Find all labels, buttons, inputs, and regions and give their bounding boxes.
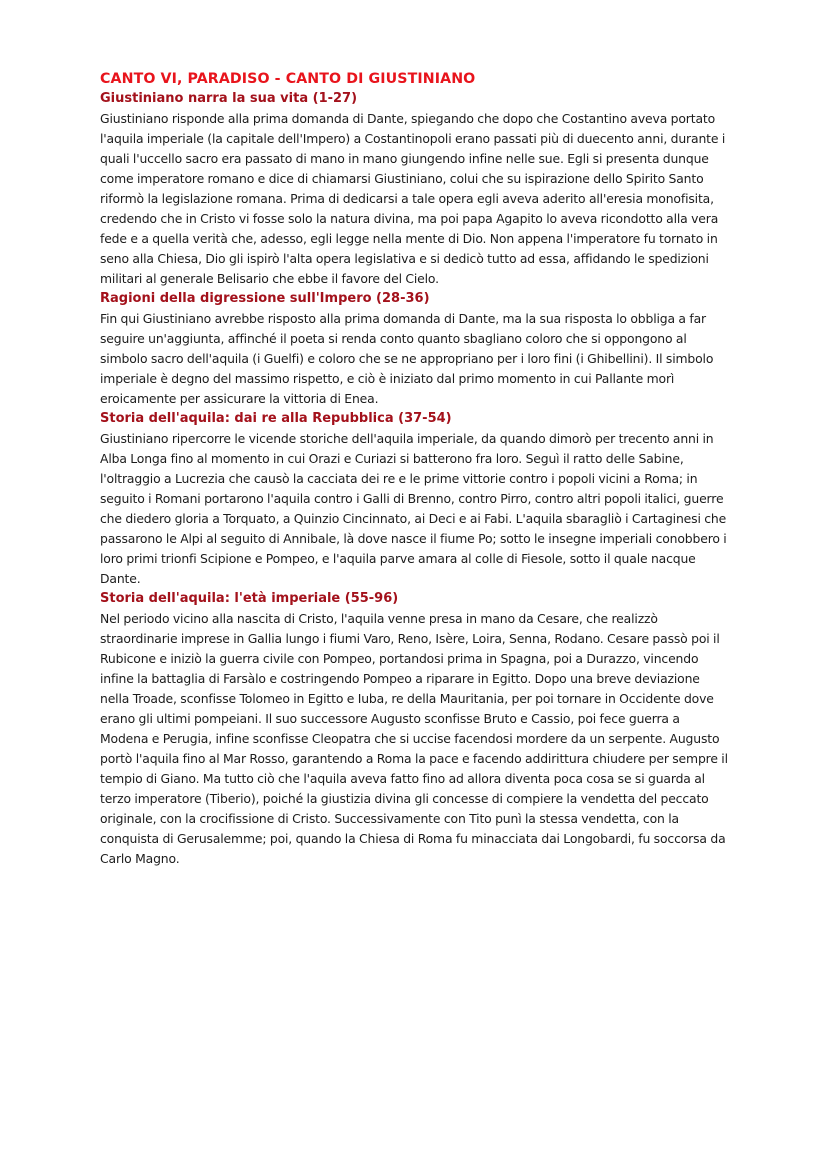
section-body: Giustiniano risponde alla prima domanda di Dante, spiegando che dopo che Costantino aveva portato l'aquila imperiale (la capitale dell'Impero) a Costantinopoli erano passati più di duecento anni, durante i quali l'uccello sacro era passato di mano in mano giungendo infine nelle sue. Egli si presenta dunque come imperatore romano e dice di chiamarsi Giustiniano, colui che su ispirazione dello Spirito Santo riformò la legislazione romana. Prima di dedicarsi a tale opera egli aveva aderito all'eresia monofisita, credendo che in Cristo vi fosse solo la natura divina, ma poi papa Agapito lo aveva ricondotto alla vera fede e a quella verità che, adesso, egli legge nella mente di Dio. Non appena l'imperatore fu tornato in seno alla Chiesa, Dio gli ispirò l'alta opera legislativa e si dedicò tutto ad essa, affidando le spedizioni militari al generale Belisario che ebbe il favore del Cielo. [100,111,726,286]
section-body: Fin qui Giustiniano avrebbe risposto alla prima domanda di Dante, ma la sua risposta lo obbliga a far seguire un'aggiunta, affinché il poeta si renda conto quanto sbagliano coloro che si oppongono al simbolo sacro dell'aquila (i Guelfi) e coloro che se ne appropriano per i loro fini (i Ghibellini). Il simbolo imperiale è degno del massimo rispetto, e ciò è iniziato dal primo momento in cui Pallante morì eroicamente per assicurare la vittoria di Enea. [100,311,714,406]
section-repubblica [100,409,730,589]
document-title: CANTO VI, PARADISO - CANTO DI GIUSTINIANO [100,71,476,87]
section-eta-imperiale [100,589,730,869]
section-body: Nel periodo vicino alla nascita di Cristo, l'aquila venne presa in mano da Cesare, che realizzò straordinarie imprese in Gallia lungo i fiumi Varo, Reno, Isère, Loira, Senna, Rodano. Cesare passò poi il Rubicone e iniziò la guerra civile con Pompeo, portandosi prima in Spagna, poi a Durazzo, vincendo infine la battaglia di Farsàlo e costringendo Pompeo a riparare in Egitto. Dopo una breve deviazione nella Troade, sconfisse Tolomeo in Egitto e Iuba, re della Mauritania, per poi tornare in Occidente dove erano gli ultimi pompeiani. Il suo successore Augusto sconfisse Bruto e Cassio, poi fece guerra a Modena e Perugia, infine sconfisse Cleopatra che si uccise facendosi mordere da un serpente. Augusto portò l'aquila fino al Mar Rosso, garantendo a Roma la pace e facendo addirittura chiudere per sempre il tempio di Giano. Ma tutto ciò che l'aquila aveva fatto fino ad allora diventa poca cosa se si guarda al terzo imperatore (Tiberio), poiché la giustizia divina gli concesse di compiere la vendetta del peccato originale, con la crocifissione di Cristo. Successivamente con Tito punì la stessa vendetta, con la conquista di Gerusalemme; poi, quando la Chiesa di Roma fu minacciata dai Longobardi, fu soccorsa da Carlo Magno. [100,611,728,866]
document-page [100,69,730,869]
section-body: Giustiniano ripercorre le vicende storiche dell'aquila imperiale, da quando dimorò per trecento anni in Alba Longa fino al momento in cui Orazi e Curiazi si batterono fra loro. Seguì il ratto delle Sabine, l'oltraggio a Lucrezia che causò la cacciata dei re e le prime vittorie contro i popoli vicini a Roma; in seguito i Romani portarono l'aquila contro i Galli di Brenno, contro Pirro, contro altri popoli italici, guerre che diedero gloria a Torquato, a Quinzio Cincinnato, ai Deci e ai Fabi. L'aquila sbaragliò i Cartaginesi che passarono le Alpi al seguito di Annibale, là dove nasce il fiume Po; sotto le insegne imperiali conobbero i loro primi trionfi Scipione e Pompeo, e l'aquila parve amara al colle di Fiesole, sotto il quale nacque Dante. [100,431,727,586]
section-heading: Ragioni della digressione sull'Impero (28-36) [100,291,430,306]
section-heading: Giustiniano narra la sua vita (1-27) [100,91,358,106]
section-vita [100,89,730,289]
section-digressione [100,289,730,409]
section-heading: Storia dell'aquila: dai re alla Repubblica (37-54) [100,411,452,426]
section-heading: Storia dell'aquila: l'età imperiale (55-96) [100,591,399,606]
